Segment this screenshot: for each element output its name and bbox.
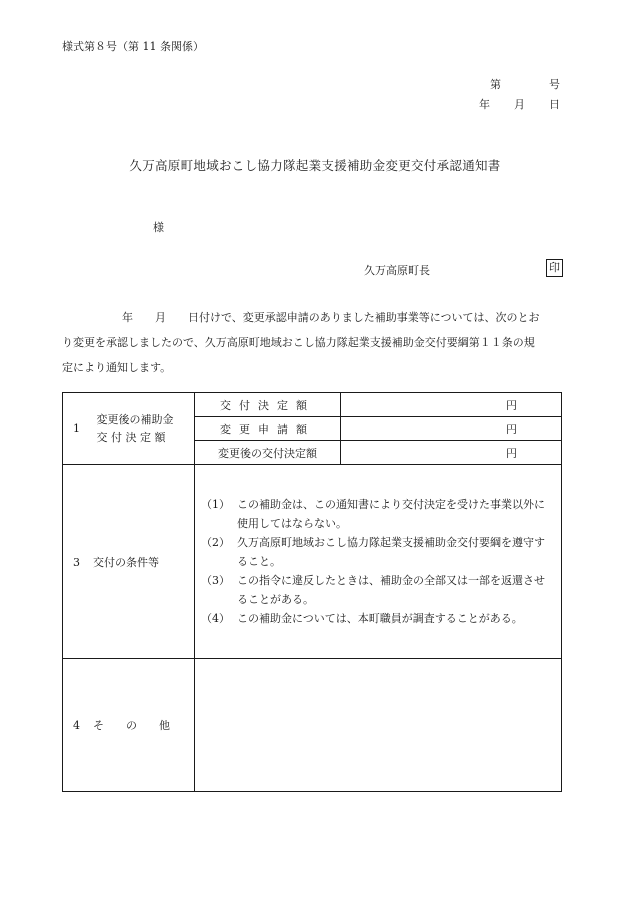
grant-amount-label [63,393,195,465]
row-number: 3 [73,555,80,569]
grant-label-line-1: 変更後の補助金 [96,412,174,426]
date-month: 月 [514,98,525,111]
table-row [63,465,562,659]
requested-amount-label: 変更申請額 [195,417,341,441]
date-day: 日 [549,98,560,111]
body-text [62,305,564,380]
doc-no-suffix: 号 [549,78,560,91]
list-item: （1） この補助金は、この通知書により交付決定を受けた事業以外に使用してはならない。 [201,498,545,530]
row-number: 4 [73,719,80,732]
recipient: 様 [153,221,164,234]
seal-stamp: 印 [546,259,563,277]
decided-amount-unit: 円 [341,393,562,417]
issuer: 久万高原町長 [364,264,430,277]
conditions-label [63,465,195,659]
conditions-label-text: 交付の条件等 [93,555,159,569]
list-item: （4） この補助金については、本町職員が調査することがある。 [201,612,523,625]
document-number-block [479,75,560,115]
body-line-3: 定により通知します。 [62,361,172,374]
other-label [63,659,195,792]
other-label-text: そ の 他 [93,719,170,732]
revised-amount-unit: 円 [341,441,562,465]
grant-label-line-2: 交 付 決 定 額 [96,430,166,444]
doc-no-prefix: 第 [490,78,501,91]
table-row [63,393,562,417]
list-item: （3） この指令に違反したときは、補助金の全部又は一部を返還させることがある。 [201,574,545,606]
body-line-2: り変更を承認しましたので、久万高原町地域おこし協力隊起業支援補助金交付要綱第１１条の規 [62,336,535,349]
document-title: 久万高原町地域おこし協力隊起業支援補助金変更交付承認通知書 [129,158,501,173]
details-table [62,392,562,792]
conditions-list [195,465,562,659]
table-row [63,659,562,792]
other-content [195,659,562,792]
requested-amount-unit: 円 [341,417,562,441]
revised-amount-label: 変更後の交付決定額 [195,441,341,465]
form-number: 様式第８号（第 11 条関係） [62,40,204,53]
decided-amount-label: 交付決定額 [195,393,341,417]
date-year: 年 [479,98,490,111]
row-number: 1 [73,422,80,435]
list-item: （2） 久万高原町地域おこし協力隊起業支援補助金交付要綱を遵守すること。 [201,536,545,568]
body-line-1: 年 月 日付けで、変更承認申請のありました補助事業等については、次のとお [122,311,540,324]
